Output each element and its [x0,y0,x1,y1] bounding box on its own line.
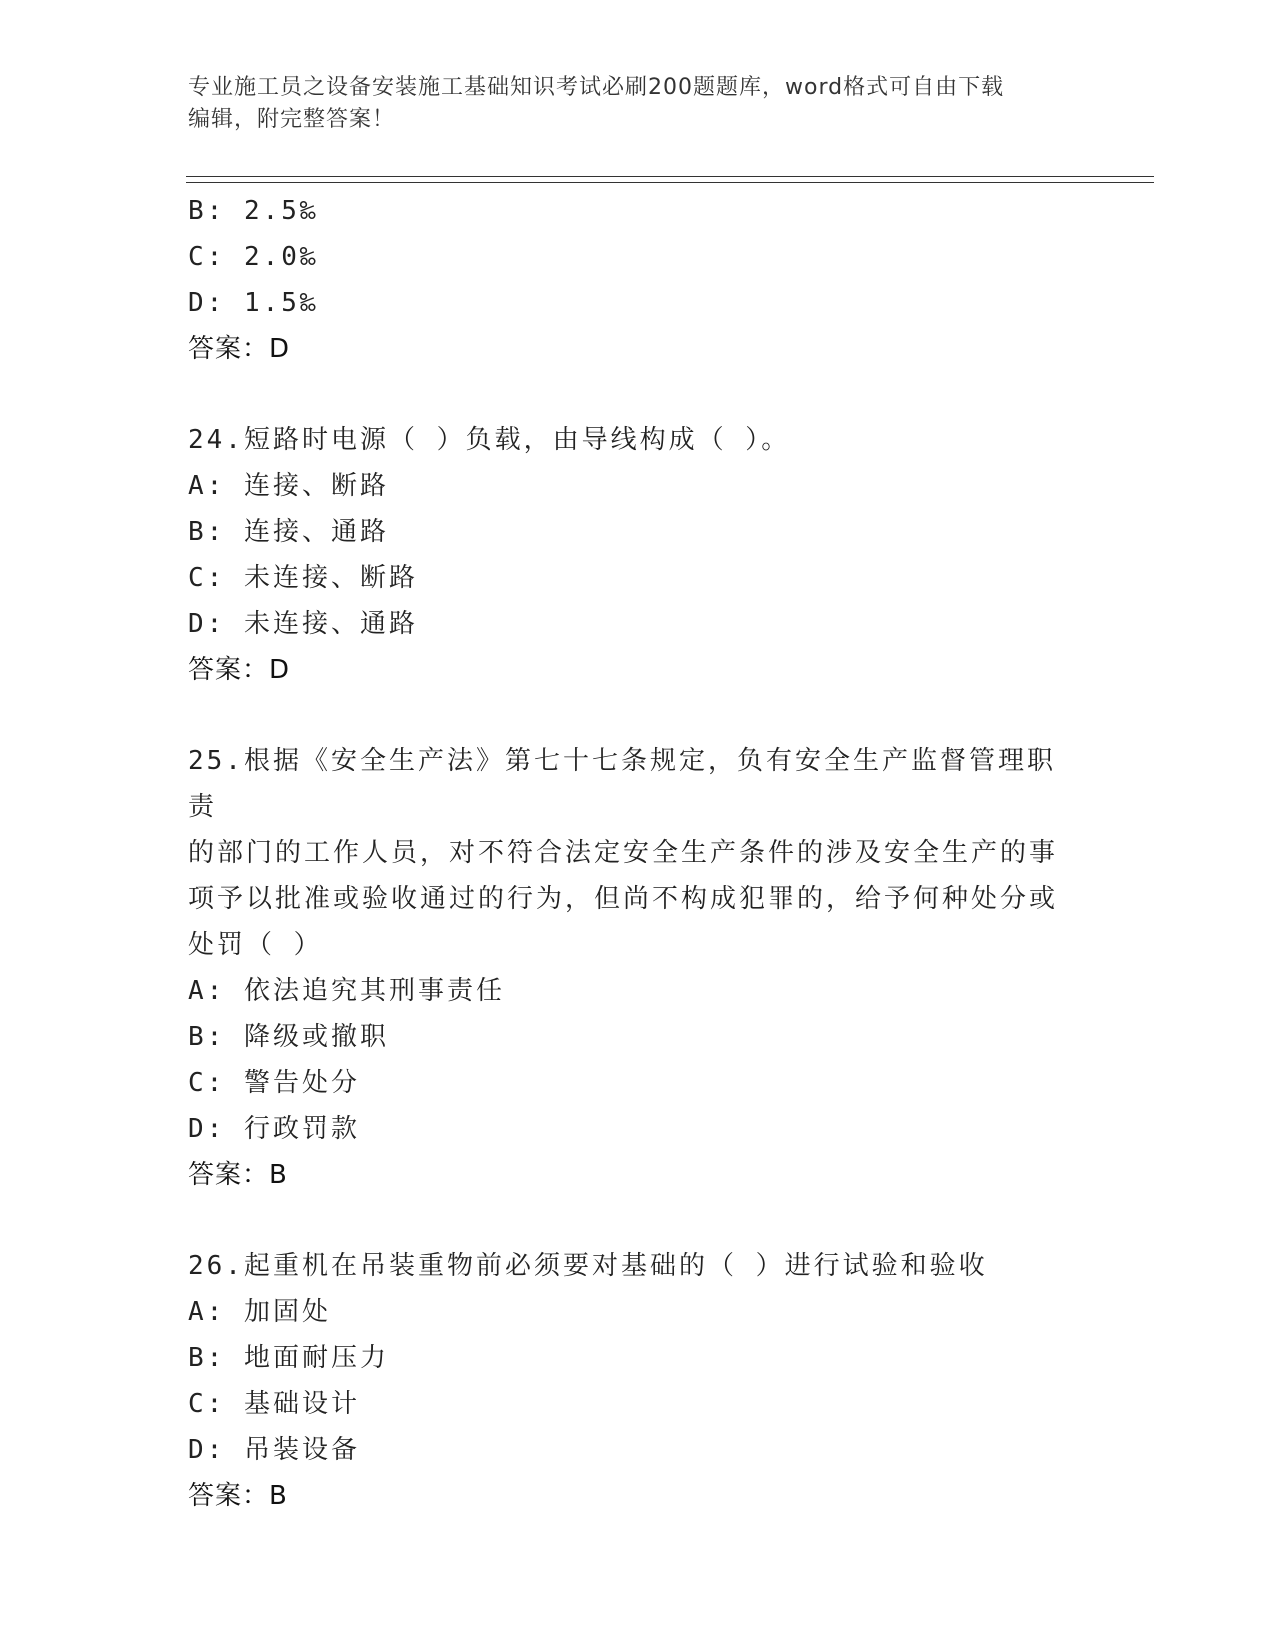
option-c: C: 未连接、断路 [188,563,418,593]
spacer [188,693,1088,738]
answer-line: 答案：B [188,1160,288,1190]
question-24 [188,417,1088,693]
question-stem-line-4: 处罚（ ） [188,930,323,960]
option-a: A: 连接、断路 [188,471,389,501]
option-c: C: 警告处分 [188,1068,360,1098]
question-stem-line-1: 25.根据《安全生产法》第七十七条规定，负有安全生产监督管理职责 [188,746,1056,822]
spacer [188,372,1088,417]
header-rule-top [186,176,1154,177]
option-d: D: 未连接、通路 [188,609,418,639]
document-header [188,72,1068,136]
option-b: B: 降级或撤职 [188,1022,389,1052]
question-26 [188,1243,1088,1519]
question-stem: 26.起重机在吊装重物前必须要对基础的（ ）进行试验和验收 [188,1251,988,1281]
header-rule-bottom [186,182,1154,183]
answer-line: 答案：D [188,655,291,685]
question-list [188,188,1088,1519]
answer-line: 答案：B [188,1481,288,1511]
option-a: A: 依法追究其刑事责任 [188,976,505,1006]
option-d: D: 吊装设备 [188,1435,360,1465]
question-25 [188,738,1088,1198]
option-b: B: 2.5‰ [188,196,319,226]
header-line-1: 专业施工员之设备安装施工基础知识考试必刷200题题库，word格式可自由下载 [188,75,1005,100]
option-d: D: 1.5‰ [188,288,319,318]
option-b: B: 地面耐压力 [188,1343,389,1373]
option-d: D: 行政罚款 [188,1114,360,1144]
answer-line: 答案：D [188,334,291,364]
question-stem: 24.短路时电源（ ）负载，由导线构成（ ）。 [188,425,791,455]
spacer [188,1198,1088,1243]
option-c: C: 基础设计 [188,1389,360,1419]
option-a: A: 加固处 [188,1297,331,1327]
question-stem-line-3: 项予以批准或验收通过的行为，但尚不构成犯罪的，给予何种处分或 [188,884,1059,914]
question-stem-line-2: 的部门的工作人员，对不符合法定安全生产条件的涉及安全生产的事 [188,838,1059,868]
question-23-tail [188,188,1088,372]
header-line-2: 编辑，附完整答案！ [188,107,396,132]
option-b: B: 连接、通路 [188,517,389,547]
option-c: C: 2.0‰ [188,242,319,272]
